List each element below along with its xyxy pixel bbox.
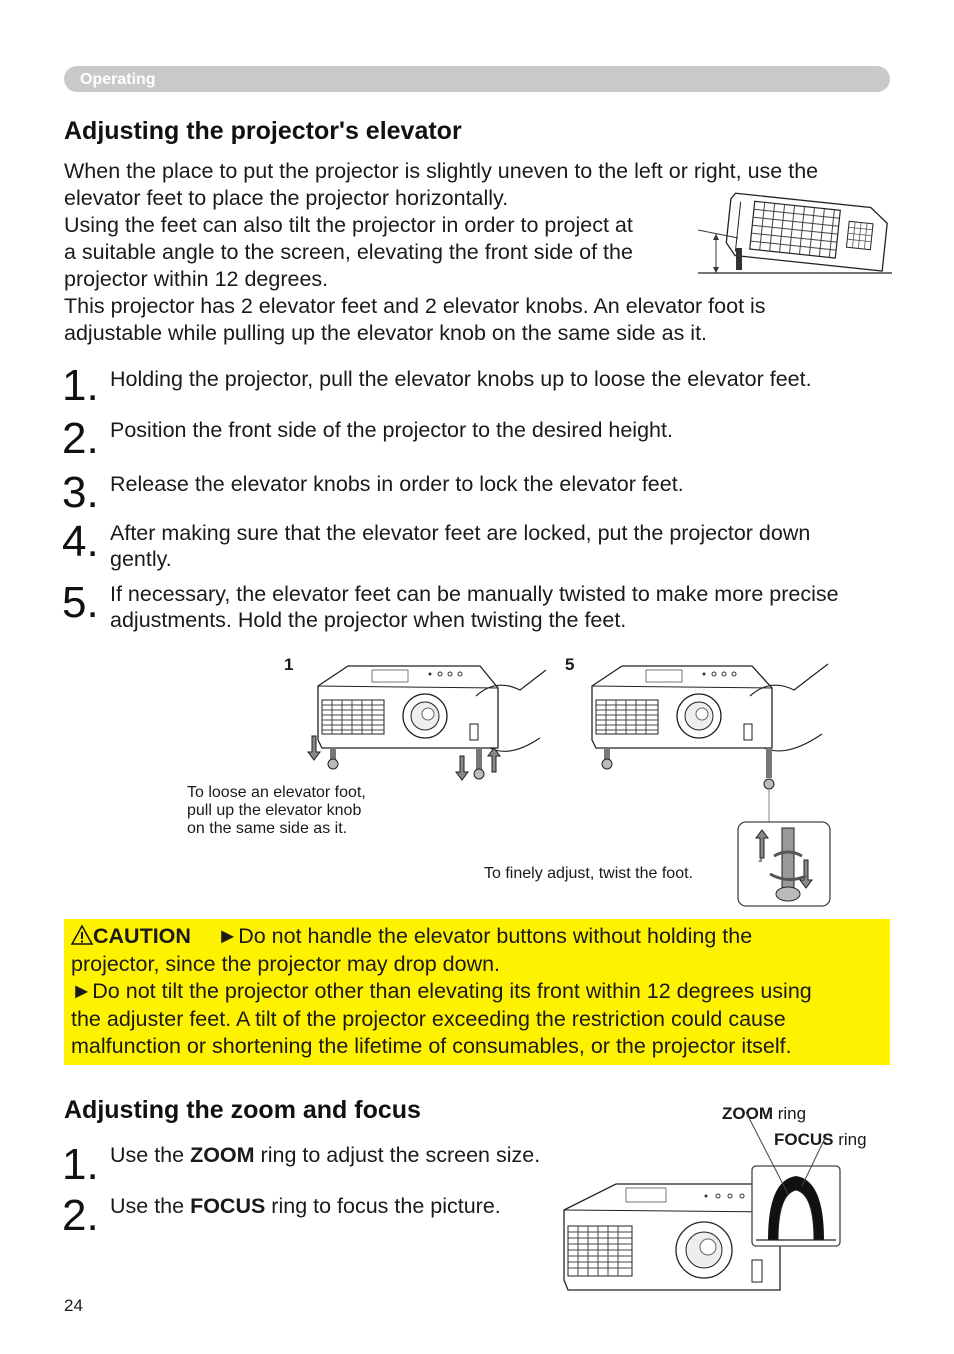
elevator-title: Adjusting the projector's elevator bbox=[64, 117, 462, 145]
step-5-text-line-1: If necessary, the elevator feet can be manually twisted to make more precise bbox=[110, 582, 839, 606]
caption-loose-line-2: pull up the elevator knob bbox=[187, 802, 362, 819]
section-label: Operating bbox=[80, 71, 156, 88]
caution-line-2: projector, since the projector may drop down. bbox=[71, 951, 501, 976]
zoom-step-2-pre: Use the bbox=[110, 1194, 191, 1218]
step-2-text: Position the front side of the projector to the desired height. bbox=[110, 418, 673, 442]
projector-lens-illustration bbox=[556, 1150, 846, 1300]
caution-line-1 bbox=[71, 923, 881, 951]
zoom-step-2-number: 2. bbox=[62, 1191, 99, 1240]
elevator-para-line-3: Using the feet can also tilt the projector in order to project at bbox=[64, 213, 633, 237]
caption-loose-line-3: on the same side as it. bbox=[187, 820, 348, 837]
caution-line-4: the adjuster feet. A tilt of the projector exceeding the restriction could cause bbox=[71, 1006, 786, 1031]
step-1-number: 1. bbox=[62, 361, 99, 410]
step-4-text-line-2: gently. bbox=[110, 547, 172, 571]
caution-text bbox=[71, 923, 881, 1061]
elevator-para-line-6: This projector has 2 elevator feet and 2 elevator knobs. An elevator foot is bbox=[64, 294, 766, 318]
zoom-step-2-bold: FOCUS bbox=[190, 1194, 266, 1218]
elevator-para-line-4: a suitable angle to the screen, elevating the front side of the bbox=[64, 240, 633, 264]
zoom-step-2-post: ring to focus the picture. bbox=[265, 1194, 501, 1218]
zoom-step-1-number: 1. bbox=[62, 1140, 99, 1189]
zoom-focus-title: Adjusting the zoom and focus bbox=[64, 1096, 421, 1124]
section-header-bar bbox=[64, 66, 890, 92]
step-3-text: Release the elevator knobs in order to lock the elevator feet. bbox=[110, 472, 684, 496]
zoom-step-1-pre: Use the bbox=[110, 1143, 191, 1167]
caution-box bbox=[64, 919, 890, 1065]
step-5-number: 5. bbox=[62, 578, 99, 627]
elevator-para-line-5: projector within 12 degrees. bbox=[64, 267, 329, 291]
elevator-para-line-7: adjustable while pulling up the elevator knob on the same side as it. bbox=[64, 321, 708, 345]
step-4-text-line-1: After making sure that the elevator feet are locked, put the projector down bbox=[110, 521, 811, 545]
focus-ring-label-suffix: ring bbox=[833, 1130, 867, 1149]
zoom-step-2-text bbox=[110, 1193, 501, 1219]
caution-line-5: malfunction or shortening the lifetime of consumables, or the projector itself. bbox=[71, 1034, 792, 1058]
zoom-step-1-post: ring to adjust the screen size. bbox=[254, 1143, 541, 1167]
step-5-text-line-2: adjustments. Hold the projector when twisting the feet. bbox=[110, 608, 627, 632]
step-3-number: 3. bbox=[62, 468, 99, 517]
zoom-step-1-bold: ZOOM bbox=[190, 1143, 255, 1167]
step-4-number: 4. bbox=[62, 517, 99, 566]
caution-label: CAUTION bbox=[93, 924, 191, 948]
figure-label-step-1: 1 bbox=[284, 655, 294, 674]
step-1-text: Holding the projector, pull the elevator knobs up to loose the elevator feet. bbox=[110, 367, 812, 391]
elevator-para-line-1: When the place to put the projector is slightly uneven to the left or right, use the bbox=[64, 159, 819, 183]
step-2-number: 2. bbox=[62, 414, 99, 463]
warning-triangle-icon bbox=[71, 925, 93, 945]
projector-knob-illustration bbox=[300, 648, 550, 783]
zoom-step-1-text bbox=[110, 1142, 540, 1168]
focus-ring-label-bold: FOCUS bbox=[774, 1130, 834, 1149]
caption-twist: To finely adjust, twist the foot. bbox=[484, 865, 693, 882]
caption-loose-line-1: To loose an elevator foot, bbox=[187, 784, 366, 801]
zoom-ring-label-bold: ZOOM bbox=[722, 1104, 773, 1123]
elevator-para-line-2: elevator feet to place the projector horizontally. bbox=[64, 186, 509, 210]
figure-label-step-5: 5 bbox=[565, 655, 575, 674]
page-number: 24 bbox=[64, 1296, 83, 1315]
zoom-ring-label bbox=[722, 1104, 806, 1124]
zoom-ring-label-suffix: ring bbox=[773, 1104, 807, 1123]
tilted-projector-illustration bbox=[698, 190, 892, 276]
caution-item-1-part-1: ►Do not handle the elevator buttons without holding the bbox=[216, 924, 753, 948]
caution-line-3: ►Do not tilt the projector other than elevating its front within 12 degrees using bbox=[71, 979, 812, 1003]
